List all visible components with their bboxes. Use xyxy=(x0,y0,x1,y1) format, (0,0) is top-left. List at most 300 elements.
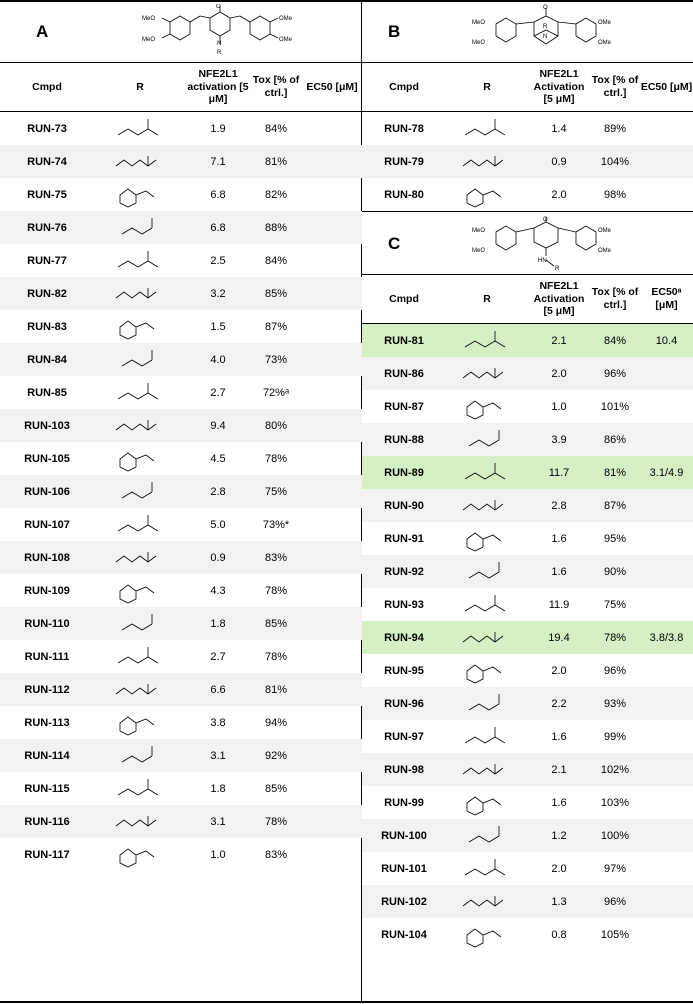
table-row xyxy=(362,423,693,456)
cell-tox: 97% xyxy=(603,862,627,875)
cell-tox: 103% xyxy=(600,796,630,809)
cell-cmpd: RUN-117 xyxy=(24,848,70,861)
cell-r-group xyxy=(446,852,528,885)
table-row xyxy=(362,178,693,211)
svg-text:MeO: MeO xyxy=(142,37,156,43)
cell-ec50 xyxy=(640,918,693,951)
substituent-structure xyxy=(110,445,170,473)
svg-text:MeO: MeO xyxy=(472,248,486,254)
cell-nfe2l1-activation: 0.9 xyxy=(210,551,226,564)
cell-cmpd: RUN-75 xyxy=(27,188,67,201)
cell-tox: 85% xyxy=(264,617,288,630)
cell-r-group xyxy=(94,772,186,805)
cell-cmpd: RUN-81 xyxy=(384,334,424,347)
cell-r-group xyxy=(446,522,528,555)
cell-cmpd: RUN-74 xyxy=(27,155,67,168)
cell-r-group xyxy=(446,918,528,951)
substituent-structure xyxy=(457,690,517,718)
svg-text:OMe: OMe xyxy=(598,20,612,26)
cell-tox: 98% xyxy=(603,188,627,201)
cell-tox: 80% xyxy=(264,419,288,432)
cell-tox: 96% xyxy=(603,895,627,908)
substituent-structure xyxy=(457,181,517,209)
substituent-structure xyxy=(457,115,517,143)
header-r: R xyxy=(483,80,491,93)
table-row xyxy=(0,442,362,475)
cell-r-group xyxy=(446,885,528,918)
substituent-structure xyxy=(457,624,517,652)
cell-ec50 xyxy=(640,786,693,819)
substituent-structure xyxy=(457,789,517,817)
substituent-structure xyxy=(110,478,170,506)
cell-ec50 xyxy=(640,687,693,720)
cell-nfe2l1-activation: 3.8 xyxy=(210,716,226,729)
cell-cmpd: RUN-106 xyxy=(24,485,70,498)
cell-nfe2l1-activation: 4.5 xyxy=(210,452,226,465)
cell-nfe2l1-activation: 3.1 xyxy=(210,749,226,762)
svg-text:HN: HN xyxy=(538,258,547,264)
substituent-structure xyxy=(110,742,170,770)
cell-ec50 xyxy=(302,244,362,277)
cell-nfe2l1-activation: 2.8 xyxy=(551,499,567,512)
table-row xyxy=(0,112,362,145)
cell-cmpd: RUN-111 xyxy=(24,650,70,663)
cell-cmpd: RUN-73 xyxy=(27,122,67,135)
table-row xyxy=(362,885,693,918)
cell-nfe2l1-activation: 2.5 xyxy=(210,254,226,267)
table-row xyxy=(362,687,693,720)
cell-tox: 90% xyxy=(603,565,627,578)
cell-r-group xyxy=(94,112,186,145)
header-tox: Tox [% of ctrl.] xyxy=(591,286,639,311)
header-nfe: NFE2L1 Activation [5 μM] xyxy=(533,68,585,106)
aminocyclohexanone-scaffold-structure xyxy=(472,216,622,272)
cell-nfe2l1-activation: 1.6 xyxy=(551,730,567,743)
cell-ec50 xyxy=(302,376,362,409)
cell-r-group xyxy=(94,211,186,244)
cell-nfe2l1-activation: 2.0 xyxy=(551,664,567,677)
cell-tox: 105% xyxy=(600,928,630,941)
cell-ec50: 10.4 xyxy=(655,334,678,347)
cell-r-group xyxy=(446,819,528,852)
cell-r-group xyxy=(446,390,528,423)
table-row xyxy=(362,786,693,819)
cell-tox: 102% xyxy=(600,763,630,776)
substituent-structure xyxy=(457,657,517,685)
header-cmpd: Cmpd xyxy=(32,80,62,93)
cell-tox: 82% xyxy=(264,188,288,201)
cell-cmpd: RUN-93 xyxy=(384,598,424,611)
cell-cmpd: RUN-79 xyxy=(384,155,424,168)
table-row xyxy=(0,376,362,409)
cell-ec50 xyxy=(302,178,362,211)
cell-cmpd: RUN-96 xyxy=(384,697,424,710)
cell-tox: 84% xyxy=(603,334,627,347)
substituent-structure xyxy=(110,148,170,176)
cell-tox: 85% xyxy=(264,782,288,795)
header-cmpd: Cmpd xyxy=(389,80,419,93)
cell-tox: 73%* xyxy=(262,518,290,531)
table-row xyxy=(0,607,362,640)
cell-r-group xyxy=(94,607,186,640)
svg-text:MeO: MeO xyxy=(472,40,486,46)
cell-nfe2l1-activation: 1.8 xyxy=(210,617,226,630)
svg-text:MeO: MeO xyxy=(142,16,156,22)
cell-ec50 xyxy=(302,409,362,442)
substituent-structure xyxy=(457,822,517,850)
table-row xyxy=(362,753,693,786)
cell-tox: 104% xyxy=(600,155,630,168)
table-row xyxy=(362,720,693,753)
table-row xyxy=(362,522,693,555)
cell-r-group xyxy=(446,786,528,819)
panel-b-rows xyxy=(362,112,693,211)
cell-r-group xyxy=(94,640,186,673)
table-row xyxy=(0,409,362,442)
cell-ec50 xyxy=(640,489,693,522)
cell-nfe2l1-activation: 1.4 xyxy=(551,122,567,135)
cell-ec50 xyxy=(640,819,693,852)
substituent-structure xyxy=(110,544,170,572)
cell-tox: 75% xyxy=(264,485,288,498)
header-ec50: EC50ᵃ [μM] xyxy=(651,286,682,311)
cell-nfe2l1-activation: 7.1 xyxy=(210,155,226,168)
cell-ec50 xyxy=(302,277,362,310)
cell-cmpd: RUN-80 xyxy=(384,188,424,201)
table-row xyxy=(0,772,362,805)
cell-nfe2l1-activation: 1.0 xyxy=(551,400,567,413)
cell-ec50 xyxy=(640,178,693,211)
table-row xyxy=(362,918,693,951)
cell-cmpd: RUN-92 xyxy=(384,565,424,578)
cell-nfe2l1-activation: 0.8 xyxy=(551,928,567,941)
svg-text:N: N xyxy=(543,34,548,40)
cell-ec50 xyxy=(640,555,693,588)
panel-a-rows xyxy=(0,112,362,871)
table-row xyxy=(0,706,362,739)
header-tox: Tox [% of ctrl.] xyxy=(252,74,300,99)
substituent-structure xyxy=(110,115,170,143)
cell-r-group xyxy=(446,555,528,588)
cell-r-group xyxy=(94,277,186,310)
cell-r-group xyxy=(94,178,186,211)
table-row xyxy=(362,324,693,357)
cell-cmpd: RUN-95 xyxy=(384,664,424,677)
cell-ec50 xyxy=(302,838,362,871)
cell-cmpd: RUN-113 xyxy=(24,716,70,729)
cell-r-group xyxy=(446,178,528,211)
cell-ec50 xyxy=(640,112,693,145)
table-row xyxy=(0,574,362,607)
cell-tox: 89% xyxy=(603,122,627,135)
table-row xyxy=(0,508,362,541)
cell-cmpd: RUN-101 xyxy=(381,862,427,875)
cell-cmpd: RUN-78 xyxy=(384,122,424,135)
cell-ec50: 3.1/4.9 xyxy=(649,466,684,479)
cell-nfe2l1-activation: 9.4 xyxy=(210,419,226,432)
cell-cmpd: RUN-82 xyxy=(27,287,67,300)
cell-ec50 xyxy=(302,475,362,508)
cell-cmpd: RUN-98 xyxy=(384,763,424,776)
table-row xyxy=(362,654,693,687)
table-row xyxy=(0,244,362,277)
cell-cmpd: RUN-85 xyxy=(27,386,67,399)
cell-ec50 xyxy=(302,673,362,706)
svg-text:OMe: OMe xyxy=(598,248,612,254)
substituent-structure xyxy=(110,808,170,836)
cell-tox: 96% xyxy=(603,367,627,380)
cell-cmpd: RUN-107 xyxy=(24,518,70,531)
cell-ec50 xyxy=(640,654,693,687)
cell-cmpd: RUN-83 xyxy=(27,320,67,333)
table-row xyxy=(362,112,693,145)
table-row xyxy=(0,211,362,244)
cell-r-group xyxy=(446,654,528,687)
table-row xyxy=(362,852,693,885)
cell-tox: 81% xyxy=(603,466,627,479)
cell-tox: 86% xyxy=(603,433,627,446)
cell-nfe2l1-activation: 6.8 xyxy=(210,188,226,201)
table-row xyxy=(0,343,362,376)
substituent-structure xyxy=(110,313,170,341)
cell-ec50 xyxy=(640,588,693,621)
cell-tox: 87% xyxy=(603,499,627,512)
cell-cmpd: RUN-108 xyxy=(24,551,70,564)
header-tox: Tox [% of ctrl.] xyxy=(591,74,639,99)
cell-tox: 73% xyxy=(264,353,288,366)
substituent-structure xyxy=(457,459,517,487)
cell-r-group xyxy=(446,145,528,178)
cell-ec50 xyxy=(640,390,693,423)
svg-text:R: R xyxy=(543,24,548,30)
panel-c-rows xyxy=(362,324,693,951)
cell-r-group xyxy=(446,456,528,489)
substituent-structure xyxy=(110,247,170,275)
cell-r-group xyxy=(94,508,186,541)
substituent-structure xyxy=(110,412,170,440)
table-row xyxy=(0,145,362,178)
table-row xyxy=(0,541,362,574)
cell-tox: 75% xyxy=(603,598,627,611)
cell-r-group xyxy=(94,376,186,409)
table-row xyxy=(362,588,693,621)
cell-nfe2l1-activation: 3.2 xyxy=(210,287,226,300)
substituent-structure xyxy=(457,492,517,520)
svg-text:OMe: OMe xyxy=(279,37,293,43)
cell-r-group xyxy=(94,145,186,178)
substituent-structure xyxy=(110,280,170,308)
cell-nfe2l1-activation: 11.9 xyxy=(548,598,570,611)
cell-cmpd: RUN-116 xyxy=(24,815,70,828)
cell-ec50 xyxy=(302,706,362,739)
substituent-structure xyxy=(110,610,170,638)
substituent-structure xyxy=(110,577,170,605)
piperidinone-scaffold-structure xyxy=(140,4,300,60)
cell-r-group xyxy=(446,324,528,357)
table-row xyxy=(362,456,693,489)
table-row xyxy=(0,475,362,508)
table-row xyxy=(0,178,362,211)
substituent-structure xyxy=(457,855,517,883)
cell-r-group xyxy=(446,423,528,456)
svg-text:O: O xyxy=(216,4,221,10)
cell-cmpd: RUN-102 xyxy=(381,895,427,908)
cell-cmpd: RUN-104 xyxy=(381,928,427,941)
svg-text:N: N xyxy=(217,41,222,47)
svg-text:O: O xyxy=(543,217,548,223)
cell-r-group xyxy=(446,489,528,522)
cell-cmpd: RUN-112 xyxy=(24,683,70,696)
cell-nfe2l1-activation: 2.7 xyxy=(210,650,226,663)
cell-tox: 78% xyxy=(264,452,288,465)
cell-ec50 xyxy=(302,772,362,805)
substituent-structure xyxy=(110,346,170,374)
cell-r-group xyxy=(94,310,186,343)
cell-tox: 93% xyxy=(603,697,627,710)
header-ec50: EC50 [μM] xyxy=(306,80,358,93)
cell-ec50 xyxy=(302,442,362,475)
panel-b-letter: B xyxy=(388,22,401,41)
cell-cmpd: RUN-99 xyxy=(384,796,424,809)
cell-cmpd: RUN-114 xyxy=(24,749,70,762)
cell-nfe2l1-activation: 1.2 xyxy=(551,829,567,842)
table-row xyxy=(362,621,693,654)
panel-a-column-header xyxy=(0,63,362,112)
cell-ec50 xyxy=(640,720,693,753)
cell-tox: 96% xyxy=(603,664,627,677)
substituent-structure xyxy=(110,676,170,704)
svg-text:R: R xyxy=(555,266,560,272)
bicyclic-scaffold-structure xyxy=(472,4,622,60)
cell-tox: 81% xyxy=(264,155,288,168)
bottom-rule xyxy=(0,1001,693,1003)
cell-ec50 xyxy=(302,112,362,145)
cell-r-group xyxy=(446,753,528,786)
cell-tox: 95% xyxy=(603,532,627,545)
cell-r-group xyxy=(94,739,186,772)
svg-text:O: O xyxy=(543,5,548,11)
cell-nfe2l1-activation: 2.0 xyxy=(551,862,567,875)
table-row xyxy=(362,145,693,178)
cell-nfe2l1-activation: 19.4 xyxy=(548,631,570,644)
cell-ec50 xyxy=(302,574,362,607)
cell-cmpd: RUN-87 xyxy=(384,400,424,413)
cell-nfe2l1-activation: 2.2 xyxy=(551,697,567,710)
cell-r-group xyxy=(446,588,528,621)
substituent-structure xyxy=(457,558,517,586)
substituent-structure xyxy=(457,921,517,949)
table-row xyxy=(362,357,693,390)
cell-r-group xyxy=(446,112,528,145)
cell-cmpd: RUN-105 xyxy=(24,452,70,465)
cell-ec50 xyxy=(640,522,693,555)
table-row xyxy=(362,390,693,423)
svg-text:OMe: OMe xyxy=(598,228,612,234)
cell-r-group xyxy=(94,673,186,706)
panel-b xyxy=(362,0,693,951)
cell-tox: 84% xyxy=(264,122,288,135)
cell-r-group xyxy=(446,720,528,753)
cell-r-group xyxy=(94,706,186,739)
cell-tox: 94% xyxy=(264,716,288,729)
cell-r-group xyxy=(94,805,186,838)
header-r: R xyxy=(136,80,144,93)
cell-nfe2l1-activation: 4.3 xyxy=(210,584,226,597)
cell-nfe2l1-activation: 1.8 xyxy=(210,782,226,795)
cell-ec50 xyxy=(302,805,362,838)
cell-r-group xyxy=(94,574,186,607)
cell-nfe2l1-activation: 1.9 xyxy=(210,122,226,135)
cell-cmpd: RUN-100 xyxy=(381,829,427,842)
cell-ec50 xyxy=(640,885,693,918)
cell-nfe2l1-activation: 2.0 xyxy=(551,367,567,380)
cell-cmpd: RUN-109 xyxy=(24,584,70,597)
cell-cmpd: RUN-97 xyxy=(384,730,424,743)
panel-c-header xyxy=(362,211,693,275)
panel-b-header xyxy=(362,0,693,63)
panel-a xyxy=(0,0,362,871)
cell-ec50 xyxy=(302,310,362,343)
cell-cmpd: RUN-84 xyxy=(27,353,67,366)
cell-cmpd: RUN-115 xyxy=(24,782,70,795)
cell-ec50 xyxy=(302,211,362,244)
substituent-structure xyxy=(110,511,170,539)
substituent-structure xyxy=(110,841,170,869)
cell-nfe2l1-activation: 1.6 xyxy=(551,796,567,809)
cell-ec50 xyxy=(640,145,693,178)
cell-nfe2l1-activation: 2.8 xyxy=(210,485,226,498)
cell-tox: 100% xyxy=(600,829,630,842)
header-r: R xyxy=(483,292,491,305)
substituent-structure xyxy=(457,888,517,916)
cell-nfe2l1-activation: 1.5 xyxy=(210,320,226,333)
substituent-structure xyxy=(457,591,517,619)
substituent-structure xyxy=(110,775,170,803)
cell-tox: 99% xyxy=(603,730,627,743)
cell-cmpd: RUN-90 xyxy=(384,499,424,512)
cell-nfe2l1-activation: 1.3 xyxy=(551,895,567,908)
table-row xyxy=(362,555,693,588)
cell-ec50 xyxy=(640,852,693,885)
substituent-structure xyxy=(110,181,170,209)
substituent-structure xyxy=(110,643,170,671)
cell-cmpd: RUN-88 xyxy=(384,433,424,446)
cell-cmpd: RUN-94 xyxy=(384,631,424,644)
substituent-structure xyxy=(457,723,517,751)
cell-r-group xyxy=(94,409,186,442)
cell-ec50 xyxy=(302,607,362,640)
substituent-structure xyxy=(457,327,517,355)
cell-tox: 83% xyxy=(264,551,288,564)
table-row xyxy=(362,489,693,522)
cell-cmpd: RUN-76 xyxy=(27,221,67,234)
cell-nfe2l1-activation: 6.8 xyxy=(210,221,226,234)
substituent-structure xyxy=(457,426,517,454)
table-row xyxy=(0,640,362,673)
cell-tox: 78% xyxy=(264,584,288,597)
cell-ec50 xyxy=(640,357,693,390)
cell-tox: 85% xyxy=(264,287,288,300)
header-cmpd: Cmpd xyxy=(389,292,419,305)
cell-tox: 83% xyxy=(264,848,288,861)
table-row xyxy=(0,310,362,343)
table-row xyxy=(362,819,693,852)
cell-nfe2l1-activation: 2.1 xyxy=(551,763,567,776)
cell-r-group xyxy=(94,475,186,508)
substituent-structure xyxy=(457,756,517,784)
substituent-structure xyxy=(457,393,517,421)
cell-nfe2l1-activation: 0.9 xyxy=(551,155,567,168)
